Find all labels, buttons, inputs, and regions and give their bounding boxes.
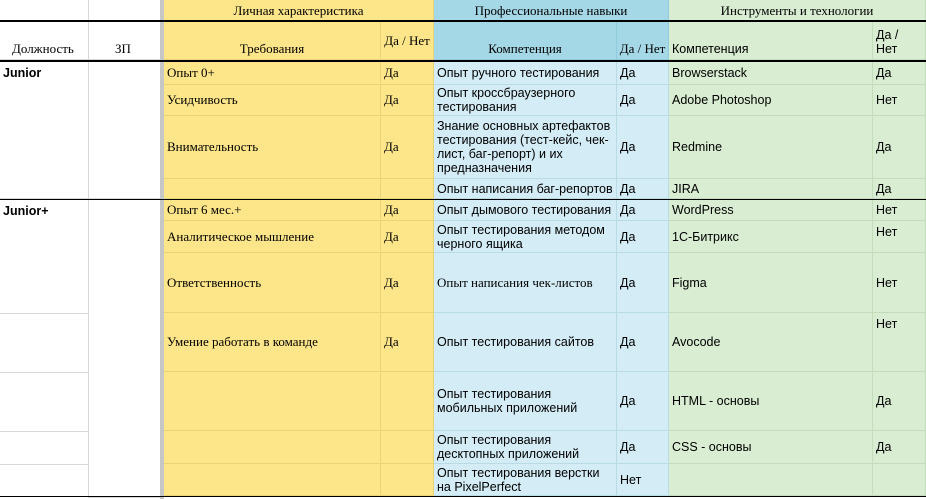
requirement-cell[interactable]: Внимательность — [164, 116, 381, 179]
tool-cell[interactable]: WordPress — [669, 200, 873, 221]
tool-cell[interactable] — [669, 464, 873, 496]
tool-yn-cell[interactable]: Нет — [873, 313, 926, 372]
requirement-yn-cell[interactable] — [381, 464, 434, 496]
competence-cell[interactable]: Опыт тестирования сайтов — [434, 313, 617, 372]
tool-yn-cell[interactable]: Нет — [873, 253, 926, 313]
competence-cell[interactable]: Знание основных артефактов тестирования (тест-кейс, чек-лист, баг-репорт) и их предназначения — [434, 116, 617, 179]
position-cell-junior[interactable]: Junior — [0, 62, 89, 199]
tool-yn-cell[interactable]: Нет — [873, 85, 926, 116]
competence-cell[interactable]: Опыт тестирования верстки на PixelPerfect — [434, 464, 617, 496]
competence-cell[interactable]: Опыт написания баг-репортов — [434, 179, 617, 199]
requirement-cell[interactable] — [164, 372, 381, 431]
requirement-yn-cell[interactable] — [381, 372, 434, 431]
competence-cell[interactable]: Опыт написания чек-листов — [434, 253, 617, 313]
requirement-yn-cell[interactable]: Да — [381, 200, 434, 221]
requirement-cell[interactable] — [164, 179, 381, 199]
group-header-professional[interactable]: Профессиональные навыки — [434, 0, 669, 22]
tool-yn-cell[interactable]: Нет — [873, 200, 926, 221]
requirement-cell[interactable]: Опыт 0+ — [164, 62, 381, 85]
competence-yn-cell[interactable]: Да — [617, 221, 669, 253]
row-divider — [0, 372, 89, 373]
column-header-competence[interactable]: Компетенция — [434, 22, 617, 60]
competence-yn-cell[interactable]: Да — [617, 62, 669, 85]
header-bottom-line — [0, 60, 926, 62]
header-empty-position[interactable] — [0, 0, 89, 22]
competence-yn-cell[interactable]: Нет — [617, 464, 669, 496]
column-header-salary[interactable]: ЗП — [89, 22, 161, 60]
salary-cell[interactable] — [89, 200, 161, 498]
bottom-line — [0, 496, 926, 497]
tool-cell[interactable]: Adobe Photoshop — [669, 85, 873, 116]
column-header-position[interactable]: Должность — [0, 22, 89, 60]
salary-cell[interactable] — [89, 62, 161, 199]
group-header-personal[interactable]: Личная характеристика — [164, 0, 434, 22]
requirement-yn-cell[interactable]: Да — [381, 313, 434, 372]
tool-yn-cell[interactable] — [873, 464, 926, 496]
competence-yn-cell[interactable]: Да — [617, 179, 669, 199]
requirement-cell[interactable] — [164, 431, 381, 464]
competence-cell[interactable]: Опыт тестирования десктопных приложений — [434, 431, 617, 464]
competence-yn-cell[interactable]: Да — [617, 313, 669, 372]
competence-yn-cell[interactable]: Да — [617, 253, 669, 313]
requirement-cell[interactable]: Ответственность — [164, 253, 381, 313]
competence-cell[interactable]: Опыт дымового тестирования — [434, 200, 617, 221]
row-divider — [0, 464, 89, 465]
requirement-cell[interactable]: Усидчивость — [164, 85, 381, 116]
tool-cell[interactable]: HTML - основы — [669, 372, 873, 431]
competence-cell[interactable]: Опыт тестирования методом черного ящика — [434, 221, 617, 253]
competence-yn-cell[interactable]: Да — [617, 431, 669, 464]
column-header-requirements[interactable]: Требования — [164, 22, 381, 60]
requirement-yn-cell[interactable]: Да — [381, 116, 434, 179]
frozen-columns-divider[interactable] — [160, 0, 164, 499]
requirement-yn-cell[interactable]: Да — [381, 85, 434, 116]
tool-cell[interactable]: Avocode — [669, 313, 873, 372]
requirement-cell[interactable]: Умение работать в команде — [164, 313, 381, 372]
requirement-yn-cell[interactable]: Да — [381, 253, 434, 313]
requirement-yn-cell[interactable]: Да — [381, 62, 434, 85]
tool-yn-cell[interactable]: Да — [873, 179, 926, 199]
position-cell-junior-plus[interactable]: Junior+ — [0, 200, 89, 498]
tool-yn-cell[interactable]: Да — [873, 62, 926, 85]
group-header-tools[interactable]: Инструменты и технологии — [669, 0, 926, 22]
requirement-yn-cell[interactable]: Да — [381, 221, 434, 253]
requirement-yn-cell[interactable] — [381, 179, 434, 199]
header-divider-line — [0, 20, 926, 22]
requirement-cell[interactable]: Опыт 6 мес.+ — [164, 200, 381, 221]
header-empty-salary[interactable] — [89, 0, 161, 22]
competence-yn-cell[interactable]: Да — [617, 85, 669, 116]
column-header-yes-no-3[interactable]: Да / Нет — [873, 22, 926, 60]
competence-yn-cell[interactable]: Да — [617, 116, 669, 179]
tool-yn-cell[interactable]: Да — [873, 372, 926, 431]
row-divider — [0, 431, 89, 432]
tool-cell[interactable]: Browserstack — [669, 62, 873, 85]
requirement-yn-cell[interactable] — [381, 431, 434, 464]
section-divider-line — [0, 199, 926, 200]
tool-yn-cell[interactable]: Нет — [873, 221, 926, 253]
tool-yn-cell[interactable]: Да — [873, 431, 926, 464]
requirement-cell[interactable]: Аналитическое мышление — [164, 221, 381, 253]
tool-cell[interactable]: CSS - основы — [669, 431, 873, 464]
column-header-yes-no-2[interactable]: Да / Нет — [617, 22, 669, 60]
tool-cell[interactable]: JIRA — [669, 179, 873, 199]
competence-cell[interactable]: Опыт ручного тестирования — [434, 62, 617, 85]
competence-yn-cell[interactable]: Да — [617, 200, 669, 221]
competence-cell[interactable]: Опыт кроссбраузерного тестирования — [434, 85, 617, 116]
position-cell[interactable] — [0, 179, 89, 199]
requirement-cell[interactable] — [164, 464, 381, 496]
tool-yn-cell[interactable]: Да — [873, 116, 926, 179]
row-divider — [0, 313, 89, 314]
tool-cell[interactable]: Redmine — [669, 116, 873, 179]
column-header-competence-tools[interactable]: Компетенция — [669, 22, 873, 60]
tool-cell[interactable]: Figma — [669, 253, 873, 313]
column-header-yes-no-1[interactable]: Да / Нет — [381, 22, 434, 60]
competence-yn-cell[interactable]: Да — [617, 372, 669, 431]
tool-cell[interactable]: 1С-Битрикс — [669, 221, 873, 253]
competence-cell[interactable]: Опыт тестирования мобильных приложений — [434, 372, 617, 431]
